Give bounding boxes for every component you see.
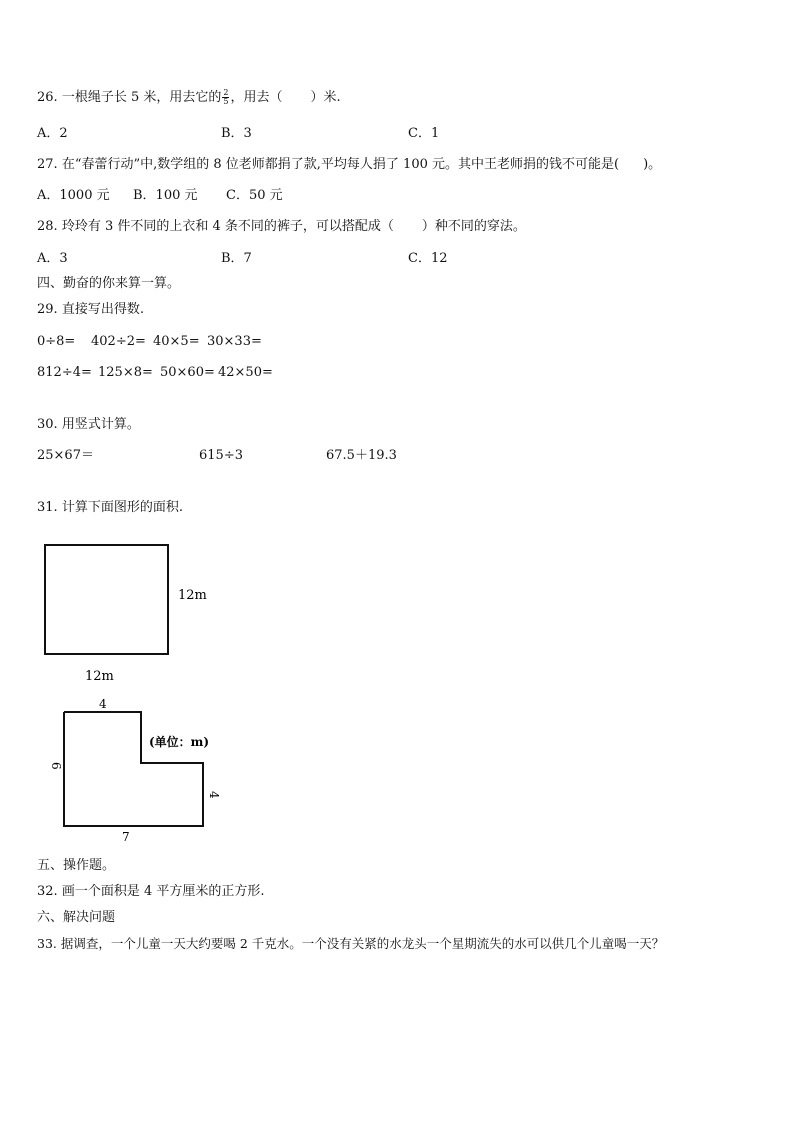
section-4-heading: 四、勤奋的你来算一算。: [37, 276, 181, 291]
square-side-label: 12m: [178, 588, 207, 603]
q31-number: 31.: [37, 500, 58, 515]
section-6-heading: 六、解决问题: [37, 910, 116, 925]
q27-text-end: )。: [643, 157, 662, 172]
q29-row1-item4: 30×33=: [207, 334, 262, 349]
q29-row1-item2: 402÷2=: [91, 334, 146, 349]
q26-option-b[interactable]: B．3: [221, 126, 252, 141]
q29-row1-item3: 40×5=: [153, 334, 200, 349]
l-shape-bottom-label: 7: [122, 830, 130, 844]
l-shape-right-label: 4: [207, 791, 221, 799]
q26-option-c[interactable]: C．1: [408, 126, 440, 141]
q27-option-b[interactable]: B．100 元: [133, 188, 198, 203]
q27-number: 27.: [37, 157, 58, 172]
l-shape-left-label: 6: [49, 762, 63, 770]
q29-row2-item1: 812÷4=: [37, 365, 92, 380]
q30-item1: 25×67＝: [37, 448, 94, 463]
q31-text: 计算下面图形的面积.: [61, 500, 183, 515]
q30-text: 用竖式计算。: [61, 417, 140, 432]
q28-option-b[interactable]: B．7: [221, 251, 252, 266]
q27-option-c[interactable]: C．50 元: [226, 188, 283, 203]
q30-number: 30.: [37, 417, 58, 432]
q33-stem: [37, 936, 664, 952]
q27-option-a[interactable]: A．1000 元: [37, 188, 110, 203]
square-bottom-label: 12m: [85, 669, 114, 684]
q29-row2-item2: 125×8=: [98, 365, 153, 380]
l-shape-top-label: 4: [99, 697, 107, 711]
q29-row2-item4: 42×50=: [218, 365, 273, 380]
q26-fraction-num: 2: [223, 88, 229, 97]
q32-stem: [37, 884, 265, 900]
q29-number: 29.: [37, 302, 58, 317]
q29-row1-item1: 0÷8=: [37, 334, 76, 349]
q26-text-before: 一根绳子长 5 米，用去它的: [61, 90, 222, 105]
q28-text-end: ）种不同的穿法。: [421, 219, 526, 234]
q29-text: 直接写出得数.: [61, 302, 144, 317]
q26-fraction-den: 5: [223, 97, 229, 106]
q28-option-a[interactable]: A．3: [37, 251, 68, 266]
l-shape-unit-label: (单位：m): [149, 735, 210, 749]
q32-text: 画一个面积是 4 平方厘米的正方形.: [61, 884, 265, 899]
section-5-heading: 五、操作题。: [37, 858, 116, 873]
l-shape-figure: [64, 712, 203, 826]
q28-text: 玲玲有 3 件不同的上衣和 4 条不同的裤子，可以搭配成（: [61, 219, 394, 234]
q26-text-after: ，用去（: [230, 90, 283, 105]
q30-item2: 615÷3: [199, 448, 243, 463]
q26-text-end: ）米.: [310, 90, 341, 105]
q32-number: 32.: [37, 884, 58, 899]
q26-option-a[interactable]: A．2: [37, 126, 68, 141]
square-figure: [45, 545, 168, 654]
q26-number: 26.: [37, 90, 58, 105]
q30-item3: 67.5＋19.3: [326, 448, 397, 463]
q29-row2-item3: 50×60=: [160, 365, 215, 380]
q27-text: 在“春蕾行动”中,数学组的 8 位老师都捐了款,平均每人捐了 100 元。其中王老师捐的钱不可能是(: [61, 157, 620, 172]
q33-number: 33.: [37, 936, 57, 951]
q28-option-c[interactable]: C．12: [408, 251, 448, 266]
q33-text: 据调查，一个儿童一天大约要喝 2 千克水。一个没有关紧的水龙头一个星期流失的水可以供几个儿童喝一天？: [60, 936, 665, 951]
q28-number: 28.: [37, 219, 58, 234]
